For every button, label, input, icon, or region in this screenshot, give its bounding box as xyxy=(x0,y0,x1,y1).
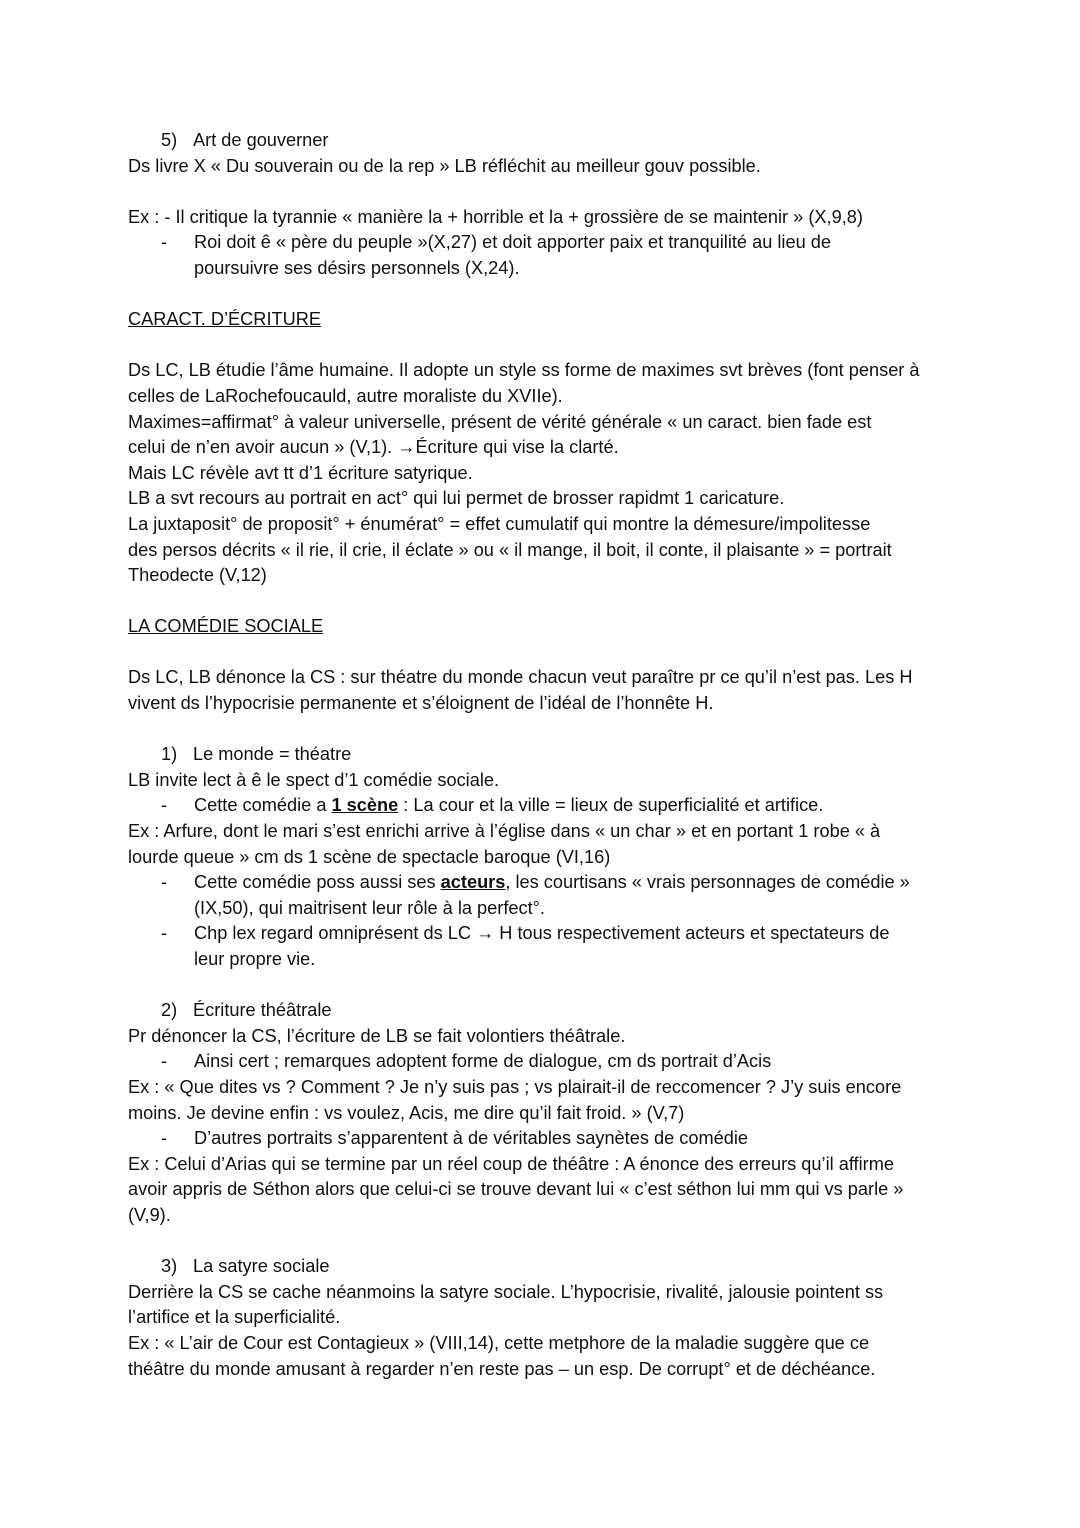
example-line: Ex : Celui d’Arias qui se termine par un réel coup de théâtre : A énonce des erreurs qu’il affirme xyxy=(128,1153,894,1174)
paragraph-line: celui de n’en avoir aucun » (V,1). →Écriture qui vise la clarté. xyxy=(128,437,619,458)
bullet-item: - Roi doit ê « père du peuple »(X,27) et doit apporter paix et tranquilité au lieu de xyxy=(161,232,831,253)
paragraph-line: Derrière la CS se cache néanmoins la satyre sociale. L’hypocrisie, rivalité, jalousie pointent ss xyxy=(128,1281,884,1302)
bullet-item: - Chp lex regard omniprésent ds LC → H tous respectivement acteurs et spectateurs de xyxy=(161,923,890,944)
example-line: Ex : « Que dites vs ? Comment ? Je n’y suis pas ; vs plairait-il de reccomencer ? J’y suis encore xyxy=(128,1076,902,1097)
paragraph-line: La juxtaposit° de proposit° + énumérat° = effet cumulatif qui montre la démesure/impolitesse xyxy=(128,513,871,534)
subsection-3-title: 3) La satyre sociale xyxy=(161,1256,330,1277)
example-line: Ex : - Il critique la tyrannie « manière la + horrible et la + grossière de se maintenir » (X,9,8) xyxy=(128,206,863,227)
paragraph-line: vivent ds l’hypocrisie permanente et s’éloignent de l’idéal de l’honnête H. xyxy=(128,693,714,714)
paragraph-line: Pr dénoncer la CS, l’écriture de LB se fait volontiers théâtrale. xyxy=(128,1025,626,1046)
paragraph: Ds livre X « Du souverain ou de la rep » LB réfléchit au meilleur gouv possible. xyxy=(128,155,761,176)
paragraph-line: LB invite lect à ê le spect d’1 comédie sociale. xyxy=(128,769,500,790)
paragraph-line: Mais LC révèle avt tt d’1 écriture satyrique. xyxy=(128,462,473,483)
notes-body xyxy=(128,128,958,1382)
emphasis: 1 scène xyxy=(331,795,399,816)
paragraph-line: l’artifice et la superficialité. xyxy=(128,1307,341,1328)
example-line: Ex : « L’air de Cour est Contagieux » (VIII,14), cette metphore de la maladie suggère que ce xyxy=(128,1332,870,1353)
example-line: lourde queue » cm ds 1 scène de spectacle baroque (VI,16) xyxy=(128,846,611,867)
bullet-item: - D’autres portraits s’apparentent à de véritables saynètes de comédie xyxy=(161,1128,749,1149)
paragraph-line: LB a svt recours au portrait en act° qui lui permet de brosser rapidmt 1 caricature. xyxy=(128,488,785,509)
section-heading-caract: CARACT. D’ÉCRITURE xyxy=(128,309,322,330)
subsection-1-title: 1) Le monde = théatre xyxy=(161,744,352,765)
bullet-continuation: (IX,50), qui maitrisent leur rôle à la perfect°. xyxy=(194,897,545,918)
bullet-item: - Cette comédie poss aussi ses acteurs, les courtisans « vrais personnages de comédie » xyxy=(161,872,910,893)
paragraph-line: Ds LC, LB étudie l’âme humaine. Il adopte un style ss forme de maximes svt brèves (font penser à xyxy=(128,360,920,381)
paragraph-line: celles de LaRochefoucauld, autre moraliste du XVIIe). xyxy=(128,385,563,406)
example-line: avoir appris de Séthon alors que celui-ci se trouve devant lui « c’est séthon lui mm qui vs parle » xyxy=(128,1179,904,1200)
example-line: (V,9). xyxy=(128,1204,171,1225)
paragraph-line: Maximes=affirmat° à valeur universelle, présent de vérité générale « un caract. bien fade est xyxy=(128,411,872,432)
example-line: théâtre du monde amusant à regarder n’en reste pas – un esp. De corrupt° et de déchéance. xyxy=(128,1358,876,1379)
bullet-item: - Cette comédie a 1 scène : La cour et la ville = lieux de superficialité et artifice. xyxy=(161,795,824,816)
example-line: moins. Je devine enfin : vs voulez, Acis, me dire qu’il fait froid. » (V,7) xyxy=(128,1102,685,1123)
paragraph-line: Ds LC, LB dénonce la CS : sur théatre du monde chacun veut paraître pr ce qu’il n’est pas. Les H xyxy=(128,667,913,688)
section-heading-comedie: LA COMÉDIE SOCIALE xyxy=(128,616,324,637)
bullet-continuation: poursuivre ses désirs personnels (X,24). xyxy=(194,257,520,278)
bullet-item: - Ainsi cert ; remarques adoptent forme de dialogue, cm ds portrait d’Acis xyxy=(161,1051,772,1072)
emphasis: acteurs xyxy=(440,872,506,893)
subsection-2-title: 2) Écriture théâtrale xyxy=(161,1000,332,1021)
paragraph-line: Theodecte (V,12) xyxy=(128,565,267,586)
example-line: Ex : Arfure, dont le mari s’est enrichi arrive à l’église dans « un char » et en portant 1 robe « à xyxy=(128,821,881,842)
section-5-title: 5) Art de gouverner xyxy=(161,130,329,150)
paragraph-line: des persos décrits « il rie, il crie, il éclate » ou « il mange, il boit, il conte, il plaisante » = portrait xyxy=(128,539,892,560)
bullet-continuation: leur propre vie. xyxy=(194,949,316,969)
